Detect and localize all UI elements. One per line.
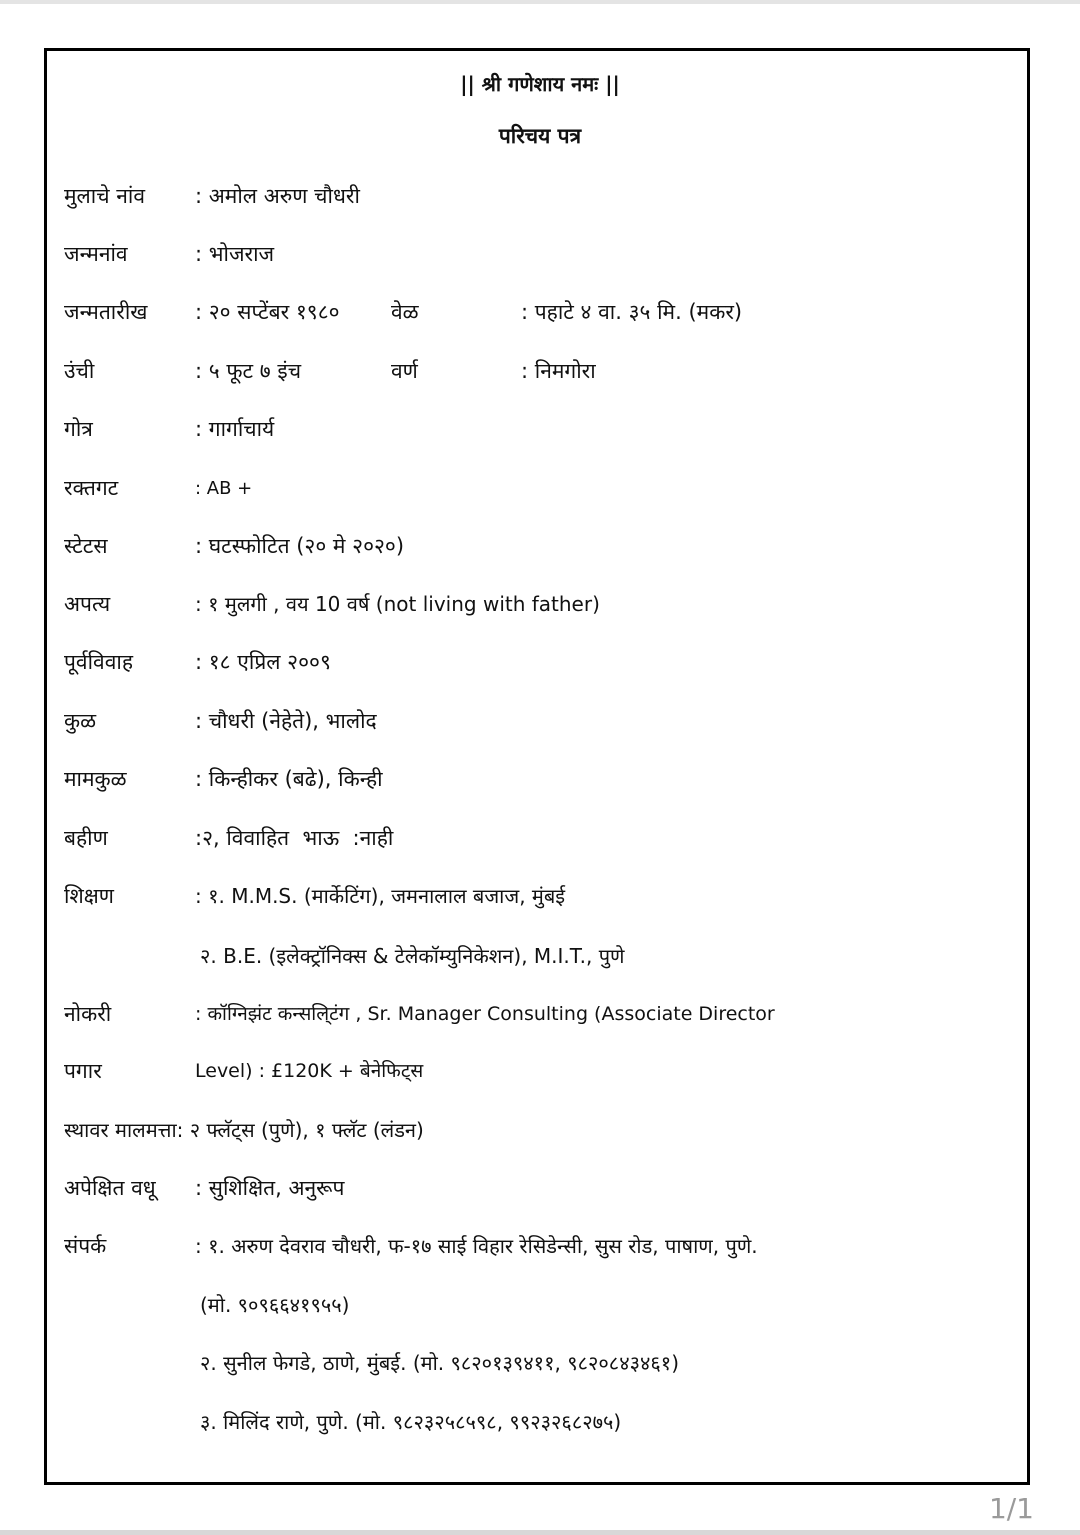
bottom-bar — [0, 1530, 1080, 1535]
field-label: मामकुळ — [64, 767, 127, 791]
field-label: पूर्वविवाह — [64, 650, 133, 674]
contact-line: ३. मिलिंद राणे, पुणे. (मो. ९८२३२५८५९८, ९९२३२६८२७५) — [200, 1410, 622, 1434]
education-line-2: २. B.E. (इलेक्ट्रॉनिक्स & टेलेकॉम्युनिकेशन), M.I.T., पुणे — [200, 944, 625, 968]
document-title: परिचय पत्र — [498, 124, 582, 148]
field-value: : घटस्फोटित (२० मे २०२०) — [195, 534, 405, 558]
field-label: गोत्र — [64, 417, 93, 441]
field-value-secondary: : पहाटे ४ वा. ३५ मि. (मकर) — [521, 300, 743, 324]
contact-line: (मो. ९०९६६४१९५५) — [200, 1293, 350, 1317]
page-border — [44, 48, 1030, 1485]
field-label: संपर्क — [64, 1234, 107, 1258]
field-value: : १ मुलगी , वय 10 वर्ष (not living with father) — [195, 592, 600, 616]
document-page — [0, 4, 1080, 1530]
field-label: पगार — [64, 1059, 102, 1083]
field-value: : १. M.M.S. (मार्केटिंग), जमनालाल बजाज, मुंबई — [195, 884, 566, 908]
field-value: :२, विवाहित भाऊ :नाही — [195, 826, 394, 850]
field-value: : १८ एप्रिल २००९ — [195, 650, 331, 674]
field-value: Level) : £120K + बेनेफिट्स — [195, 1060, 424, 1082]
field-value: : अमोल अरुण चौधरी — [195, 184, 360, 208]
field-value: : चौधरी (नेहेते), भालोद — [195, 709, 377, 733]
field-label: स्थावर मालमत्ता: २ फ्लॅट्स (पुणे), १ फ्लॅट (लंडन) — [64, 1118, 424, 1142]
field-label-secondary: वेळ — [391, 300, 419, 324]
field-label: मुलाचे नांव — [64, 184, 146, 208]
field-label: उंची — [64, 359, 95, 383]
field-label: जन्मतारीख — [64, 300, 148, 324]
field-label: अपत्य — [64, 592, 111, 616]
field-value: : ५ फूट ७ इंच — [195, 359, 302, 383]
field-label-secondary: वर्ण — [391, 359, 418, 383]
field-value: : कॉग्निझंट कन्सलि्टंग , Sr. Manager Consulting (Associate Director — [195, 1003, 775, 1025]
field-value: : किन्हीकर (बढे), किन्ही — [195, 767, 383, 791]
field-value: : २० सप्टेंबर १९८० — [195, 300, 340, 324]
field-value: : सुशिक्षित, अनुरूप — [195, 1176, 345, 1200]
field-value: : गार्गाचार्य — [195, 417, 275, 441]
page-indicator: 1/1 — [988, 1492, 1034, 1525]
field-value-secondary: : निमगोरा — [521, 359, 596, 383]
field-label: नोकरी — [64, 1002, 112, 1026]
field-value: : भोजराज — [195, 242, 275, 266]
invocation-heading: || श्री गणेशाय नमः || — [460, 72, 620, 96]
field-value: : AB + — [195, 478, 253, 499]
contact-line: २. सुनील फेगडे, ठाणे, मुंबई. (मो. ९८२०१३९४११, ९८२०८४३४६१) — [200, 1351, 679, 1375]
field-label: बहीण — [64, 826, 108, 850]
field-value: : १. अरुण देवराव चौधरी, फ-१७ साई विहार रेसिडेन्सी, सुस रोड, पाषाण, पुणे. — [195, 1234, 758, 1258]
field-label: जन्मनांव — [64, 242, 128, 266]
field-label: रक्तगट — [64, 476, 119, 500]
field-label: स्टेटस — [64, 534, 108, 558]
field-label: अपेक्षित वधू — [64, 1176, 156, 1200]
field-label: कुळ — [64, 709, 97, 733]
field-label: शिक्षण — [64, 884, 114, 908]
